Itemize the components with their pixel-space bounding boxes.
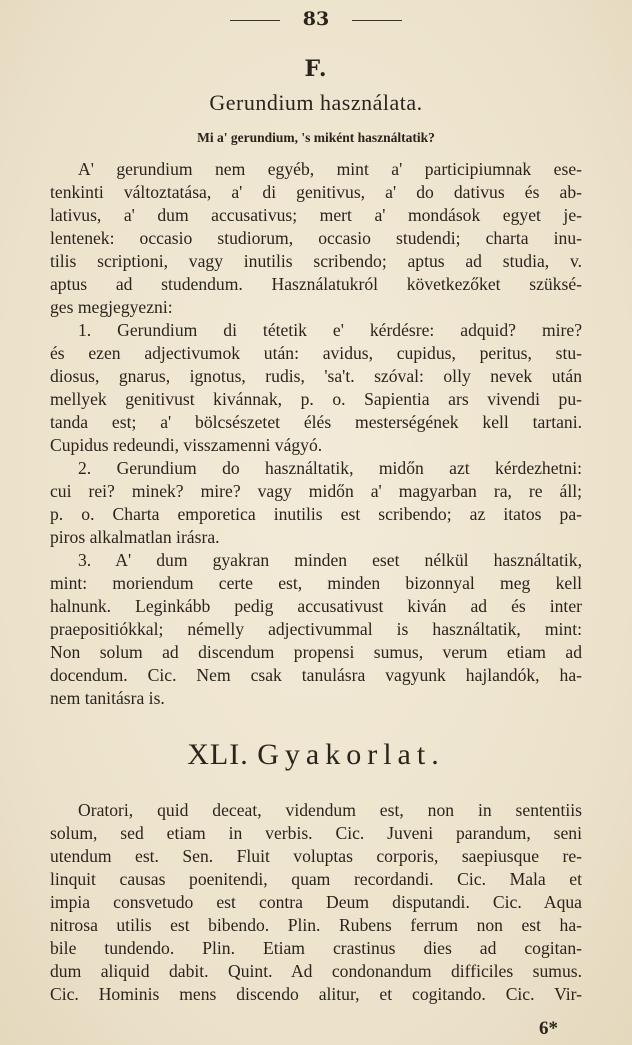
exercise-title: Gyakorlat. bbox=[257, 738, 445, 771]
header-rule-right bbox=[352, 20, 402, 21]
text-line: impia consvetudo est contra Deum disputandi. Cic. Aqua bbox=[50, 892, 582, 912]
text-line: 3. A' dum gyakran minden eset nélkül használtatik, bbox=[78, 550, 582, 570]
text-line: cui rei? minek? mire? vagy midőn a' magyarban ra, re áll; bbox=[50, 481, 582, 501]
text-line: solum, sed etiam in verbis. Cic. Juveni parandum, seni bbox=[50, 823, 582, 843]
text-line: mellyek genitivust kivánnak, p. o. Sapientia ars vivendi pu- bbox=[50, 389, 582, 409]
text-line: halnunk. Leginkább pedig accusativust kiván ad és inter bbox=[50, 596, 582, 616]
text-line: ges megjegyezni: bbox=[50, 297, 173, 317]
page-number: 83 bbox=[302, 8, 330, 30]
exercise-paragraph bbox=[50, 799, 582, 1006]
text-line: Oratori, quid deceat, videndum est, non in sententiis bbox=[78, 800, 582, 820]
text-line: Non solum ad discendum propensi sumus, verum etiam ad bbox=[50, 642, 582, 662]
chapter-question: Mi a' gerundium, 's miként használtatik? bbox=[197, 130, 435, 145]
text-line: lativus, a' dum accusativus; mert a' mondások egyet je- bbox=[50, 205, 582, 225]
text-line: tanda est; a' bölcsészetet élés mesterségének kell tartani. bbox=[50, 412, 582, 432]
text-line: és ezen adjectivumok után: avidus, cupidus, peritus, stu- bbox=[50, 343, 582, 363]
signature-mark: 6* bbox=[539, 1018, 558, 1039]
text-line: nitrosa utilis est bibendo. Plin. Rubens ferrum non est ha- bbox=[50, 915, 582, 935]
text-line: p. o. Charta emporetica inutilis est scribendo; az itatos pa- bbox=[50, 504, 582, 524]
exercise-text bbox=[50, 799, 582, 1006]
text-line: piros alkalmatlan irásra. bbox=[50, 527, 220, 547]
text-line: diosus, gnarus, ignotus, rudis, 'sa't. szóval: olly nevek után bbox=[50, 366, 582, 386]
rule-1-paragraph bbox=[50, 319, 582, 457]
section-letter: F. bbox=[304, 56, 328, 82]
intro-paragraph bbox=[50, 158, 582, 319]
text-line: praepositiókkal; némelly adjectivummal is használtatik, mint: bbox=[50, 619, 582, 639]
text-line: tilis scriptioni, vagy inutilis scribendo; aptus ad studia, v. bbox=[50, 251, 582, 271]
text-line: Cic. Hominis mens discendo alitur, et cogitando. Cic. Vir- bbox=[50, 984, 582, 1004]
grammar-text bbox=[50, 158, 582, 710]
exercise-heading bbox=[0, 738, 632, 772]
text-line: aptus ad studendum. Használatukról következőket szüksé- bbox=[50, 274, 582, 294]
text-line: docendum. Cic. Nem csak tanulásra vagyunk hajlandók, ha- bbox=[50, 665, 582, 685]
page-header bbox=[0, 8, 632, 30]
text-line: dum aliquid dabit. Quint. Ad condonandum difficiles sumus. bbox=[50, 961, 582, 981]
text-line: 2. Gerundium do használtatik, midőn azt kérdezhetni: bbox=[78, 458, 582, 478]
chapter-title: Gerundium használata. bbox=[209, 90, 423, 115]
text-line: mint: moriendum certe est, minden bizonnyal meg kell bbox=[50, 573, 582, 593]
text-line: Cupidus redeundi, visszamenni vágyó. bbox=[50, 435, 323, 455]
rule-3-paragraph bbox=[50, 549, 582, 710]
exercise-number: XLI. bbox=[187, 738, 249, 771]
text-line: utendum est. Sen. Fluit voluptas corporis, saepiusque re- bbox=[50, 846, 582, 866]
text-line: bile tundendo. Plin. Etiam crastinus dies ad cogitan- bbox=[50, 938, 582, 958]
text-line: 1. Gerundium di tétetik e' kérdésre: adquid? mire? bbox=[78, 320, 582, 340]
header-rule-left bbox=[230, 20, 280, 21]
text-line: lentenek: occasio studiorum, occasio studendi; charta inu- bbox=[50, 228, 582, 248]
text-line: nem tanitásra is. bbox=[50, 688, 165, 708]
text-line: A' gerundium nem egyéb, mint a' participiumnak ese- bbox=[78, 159, 582, 179]
rule-2-paragraph bbox=[50, 457, 582, 549]
text-line: linquit causas poenitendi, quam recordandi. Cic. Mala et bbox=[50, 869, 582, 889]
text-line: tenkinti változtatása, a' di genitivus, a' do dativus és ab- bbox=[50, 182, 582, 202]
